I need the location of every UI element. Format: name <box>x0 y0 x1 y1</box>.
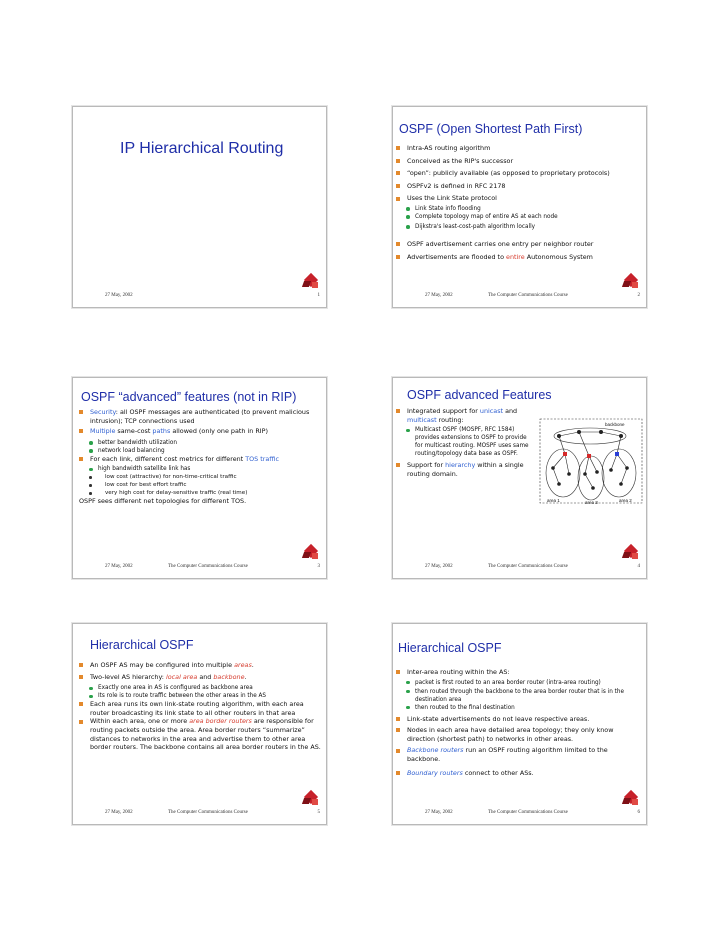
bullet-list <box>79 661 321 752</box>
slide-page-number: 3 <box>317 564 320 569</box>
area-3-label: area 3 <box>585 500 598 505</box>
slide-footer-course: The Computer Communications Course <box>488 810 568 815</box>
bullet <box>79 408 322 425</box>
keyword: Boundary routers <box>407 768 463 777</box>
slide-footer-date: 27 May, 2002 <box>105 564 133 569</box>
bullet <box>79 455 322 464</box>
university-logo-icon <box>622 272 640 290</box>
sub-bullet: then routed to the final destination <box>396 704 642 712</box>
emphasis-text: local area <box>165 672 198 681</box>
slide-footer-date: 27 May, 2002 <box>425 564 453 569</box>
area-2-ellipse <box>602 449 636 497</box>
sub-bullet: Multicast OSPF (MOSPF, RFC 1584) provides extensions to OSPF to provide for multicast routing. MOSPF uses same routing/topology data base as OSPF. <box>396 426 536 458</box>
bullet: Link-state advertisements do not leave respective areas. <box>396 715 642 724</box>
bullet-list <box>79 408 322 506</box>
backbone-label: backbone <box>605 422 625 427</box>
slide-3 <box>73 378 326 578</box>
backbone-ellipse <box>554 428 626 444</box>
text: within a single routing domain. <box>407 461 524 478</box>
text: and <box>197 672 214 681</box>
bullet-list <box>396 407 536 478</box>
slide-footer-course: The Computer Communications Course <box>488 564 568 569</box>
emphasis-text: areas <box>234 661 252 669</box>
sub-bullet: packet is first routed to an area border router (intra-area routing) <box>396 679 642 687</box>
bullet-list <box>396 144 642 261</box>
bullet: OSPF advertisement carries one entry per neighbor router <box>396 240 642 249</box>
slide-page-number: 2 <box>637 293 640 298</box>
text: An OSPF AS may be configured into multiple <box>90 661 235 669</box>
keyword: Multiple <box>90 427 116 436</box>
sub-sub-bullet: low cost (attractive) for non-time-critical traffic <box>79 473 322 481</box>
emphasis-text: backbone <box>213 672 245 681</box>
bullet <box>79 661 321 670</box>
text: : all OSPF messages are authenticated (to prevent malicious intrusion); TCP connections used <box>90 408 310 425</box>
bullet-list <box>396 668 642 777</box>
university-logo-icon <box>302 543 320 561</box>
area-1-label: area 1 <box>547 498 560 503</box>
text: run an OSPF routing algorithm limited to the backbone. <box>407 746 608 763</box>
sub-bullet: then routed through the backbone to the area border router that is in the destination area <box>396 688 642 704</box>
sub-bullet: Complete topology map of entire AS at each node <box>396 213 642 221</box>
text: Integrated support for <box>407 407 480 415</box>
bullet: Conceived as the RIP's successor <box>396 157 642 166</box>
text: same-cost <box>115 427 153 436</box>
area-3-ellipse <box>578 456 604 500</box>
university-logo-icon <box>622 789 640 807</box>
slide-page-number: 1 <box>317 293 320 298</box>
bullet <box>396 253 642 262</box>
university-logo-icon <box>302 272 320 290</box>
sub-bullet: Dijkstra's least-cost-path algorithm locally <box>396 223 642 231</box>
keyword: Backbone routers <box>407 746 464 755</box>
bullet <box>79 717 321 751</box>
emphasis-text: area border routers <box>189 717 252 726</box>
slide-footer-course: The Computer Communications Course <box>168 810 248 815</box>
slide-title: OSPF (Open Shortest Path First) <box>399 122 583 136</box>
text: connect to other ASs. <box>462 768 534 777</box>
keyword: paths <box>152 427 171 436</box>
text: and <box>503 407 518 415</box>
paragraph: OSPF sees different net topologies for different TOS. <box>79 497 247 506</box>
text: . <box>251 661 254 669</box>
text: allowed (only one path in RIP) <box>170 427 268 436</box>
slide-5 <box>73 624 326 824</box>
bullet <box>79 427 322 436</box>
slide-title: OSPF advanced Features <box>407 388 552 402</box>
slide-6 <box>393 624 646 824</box>
university-logo-icon <box>302 789 320 807</box>
slide-page-number: 6 <box>637 810 640 815</box>
keyword: TOS traffic <box>245 454 279 463</box>
sub-bullet: network load balancing <box>79 447 322 455</box>
routers <box>551 430 629 490</box>
sub-bullet: Its role is to route traffic between the other areas in the AS <box>79 692 321 700</box>
bullet <box>79 673 321 682</box>
keyword: hierarchy <box>445 461 476 470</box>
text: . <box>244 672 247 681</box>
slide-footer-course: The Computer Communications Course <box>168 564 248 569</box>
sub-sub-bullet: very high cost for delay-sensitive traffic (real time) <box>79 489 322 497</box>
keyword: multicast <box>407 415 437 424</box>
bullet: “open”: publicly available (as opposed to proprietary protocols) <box>396 169 642 178</box>
bullet: Uses the Link State protocol <box>396 194 642 203</box>
slide-1 <box>73 107 326 307</box>
bullet: Each area runs its own link-state routing algorithm, with each area router broadcasting its link state to all other routers in that area <box>79 700 321 717</box>
text: Support for <box>407 461 446 470</box>
slide-4 <box>393 378 646 578</box>
keyword: Security <box>90 408 116 416</box>
slide-footer-course: The Computer Communications Course <box>488 293 568 298</box>
slide-footer-date: 27 May, 2002 <box>105 293 133 298</box>
text: Within each area, one or more <box>90 717 190 726</box>
bullet: Intra-AS routing algorithm <box>396 144 642 153</box>
text: routing: <box>436 415 464 424</box>
sub-bullet: better bandwidth utilization <box>79 439 322 447</box>
slide-footer-date: 27 May, 2002 <box>425 810 453 815</box>
slide-page-number: 4 <box>637 564 640 569</box>
sub-sub-bullet: low cost for best effort traffic <box>79 481 322 489</box>
bullet <box>396 746 642 763</box>
sub-bullet: Exactly one area in AS is configured as backbone area <box>79 684 321 692</box>
slide-2 <box>393 107 646 307</box>
text: Autonomous System <box>524 252 593 261</box>
emphasis-text: entire <box>506 252 525 261</box>
text: Advertisements are flooded to <box>407 252 507 261</box>
university-logo-icon <box>622 543 640 561</box>
ospf-hierarchy-diagram <box>539 418 643 506</box>
network-links <box>553 432 627 488</box>
bullet <box>396 769 642 778</box>
slide-title: IP Hierarchical Routing <box>120 140 284 157</box>
slide-title: Hierarchical OSPF <box>90 638 194 652</box>
sub-bullet: Link State info flooding <box>396 205 642 213</box>
bullet <box>396 407 536 424</box>
slide-title: OSPF “advanced” features (not in RIP) <box>81 390 297 404</box>
keyword: unicast <box>479 407 504 415</box>
area-2-label: area 2 <box>619 498 632 503</box>
text: For each link, different cost metrics for different <box>90 454 246 463</box>
bullet: Inter-area routing within the AS: <box>396 668 642 677</box>
slide-title: Hierarchical OSPF <box>398 641 502 655</box>
bullet: Nodes in each area have detailed area topology; they only know direction (shortest path) to networks in other areas. <box>396 726 642 743</box>
text: Two-level AS hierarchy: <box>90 672 166 681</box>
slide-footer-date: 27 May, 2002 <box>105 810 133 815</box>
text: are responsible for routing packets outside the area. Area border routers “summarize” distances to networks in the area and advertise them to other area border routers. The backbone contains all area border routers in the AS. <box>90 717 321 752</box>
slide-footer-date: 27 May, 2002 <box>425 293 453 298</box>
bullet <box>396 461 536 478</box>
bullet: OSPFv2 is defined in RFC 2178 <box>396 182 642 191</box>
sub-bullet: high bandwidth satellite link has <box>79 465 322 473</box>
slide-page-number: 5 <box>317 810 320 815</box>
